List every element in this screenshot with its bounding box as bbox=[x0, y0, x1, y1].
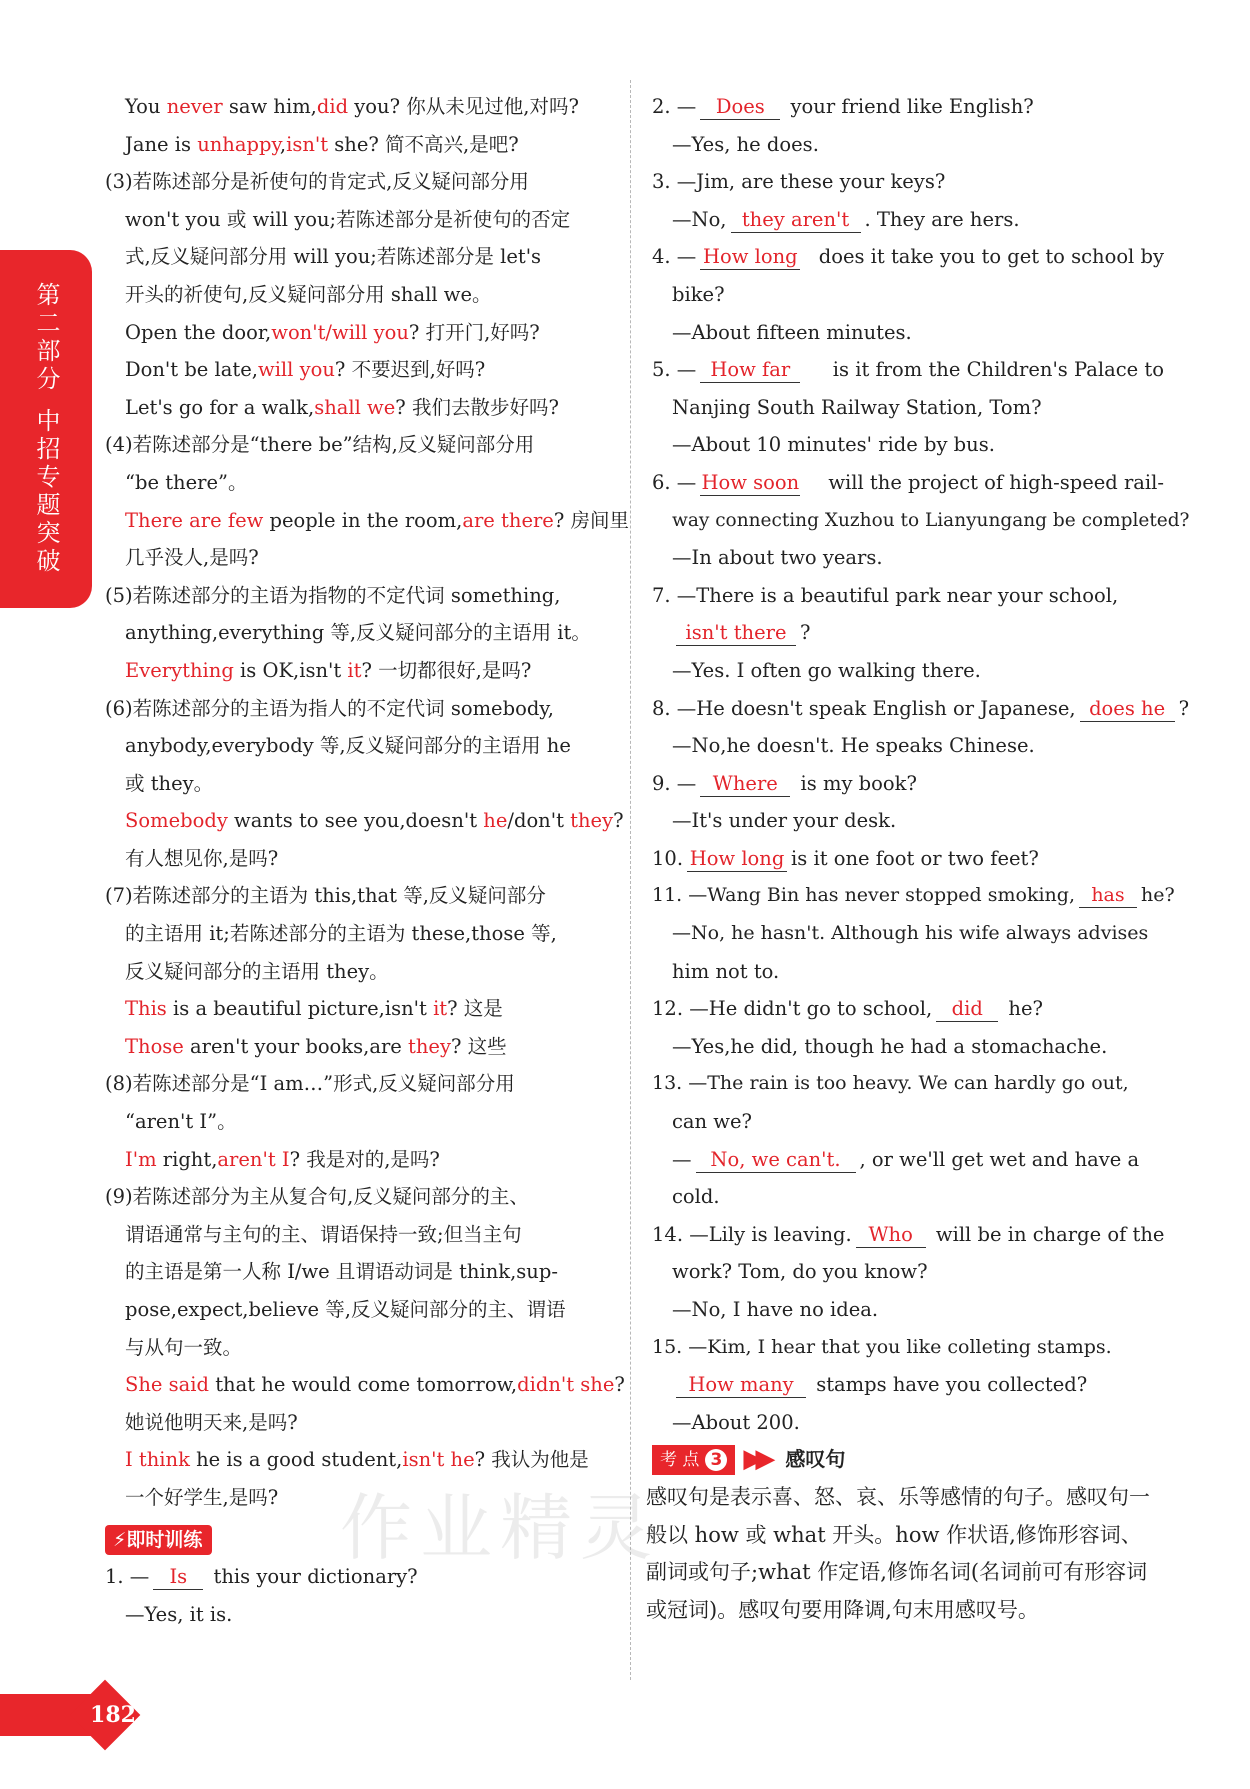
question-reply: — No, we can't. , or we'll get wet and have a bbox=[672, 1147, 1140, 1171]
page-number-badge bbox=[0, 1680, 160, 1750]
example-line: She said that he would come tomorrow,didn't she? bbox=[125, 1373, 625, 1397]
rule-line: “aren't I”。 bbox=[125, 1110, 237, 1134]
question-reply: —No, I have no idea. bbox=[672, 1298, 879, 1321]
question-14: 14. —Lily is leaving. Who will be in charge of the bbox=[652, 1222, 1165, 1246]
question-9: 9. — Where is my book? bbox=[652, 771, 917, 795]
example-line: Let's go for a walk,shall we? 我们去散步好吗? bbox=[125, 395, 559, 419]
question-8: 8. —He doesn't speak English or Japanese, does he ? bbox=[652, 696, 1190, 720]
answer-blank: did bbox=[936, 997, 998, 1022]
answer-blank: How many bbox=[676, 1373, 806, 1398]
rule-line: (3)若陈述部分是祈使句的肯定式,反义疑问部分用 bbox=[105, 170, 529, 194]
rule-line: 开头的祈使句,反义疑问部分用 shall we。 bbox=[125, 282, 492, 306]
rule-line: (6)若陈述部分的主语为指人的不定代词 somebody, bbox=[105, 696, 554, 720]
training-header bbox=[105, 1517, 625, 1559]
answer-blank: Where bbox=[700, 772, 790, 797]
rule-line: 的主语是第一人称 I/we 且谓语动词是 think,sup- bbox=[125, 1260, 558, 1284]
question-15: 15. —Kim, I hear that you like colleting stamps. bbox=[652, 1335, 1112, 1358]
example-line: I'm right,aren't I? 我是对的,是吗? bbox=[125, 1147, 440, 1171]
watermark: 作业精灵 bbox=[340, 1486, 661, 1570]
question-reply: —Yes,he did, though he had a stomachache. bbox=[672, 1034, 1108, 1058]
question-reply: —No,he doesn't. He speaks Chinese. bbox=[672, 734, 1035, 758]
answer-blank: How long bbox=[700, 245, 800, 270]
rule-line: 谓语通常与主句的主、谓语保持一致;但当主句 bbox=[125, 1222, 522, 1246]
example-line: Jane is unhappy,isn't she? 简不高兴,是吧? bbox=[125, 132, 519, 156]
question-reply: —It's under your desk. bbox=[672, 809, 897, 833]
question-2: 2. — Does your friend like English? bbox=[652, 95, 1034, 118]
example-line: There are few people in the room,are there? 房间里 bbox=[125, 508, 629, 532]
training-badge: ⚡即时训练 bbox=[105, 1525, 212, 1555]
question-cont: him not to. bbox=[672, 959, 780, 983]
question-1: 1. — Is this your dictionary? bbox=[105, 1565, 418, 1589]
page-number: 182 bbox=[90, 1702, 136, 1728]
question-reply: —Yes, he does. bbox=[672, 132, 819, 156]
example-line: 一个好学生,是吗? bbox=[125, 1485, 279, 1509]
answer-blank: How far bbox=[700, 358, 800, 383]
question-reply: —In about two years. bbox=[672, 546, 883, 570]
section-side-tab bbox=[0, 250, 92, 608]
question-cont: can we? bbox=[672, 1110, 752, 1134]
rule-line: anybody,everybody 等,反义疑问部分的主语用 he bbox=[125, 734, 571, 758]
column-divider bbox=[630, 80, 631, 1680]
rule-line: (8)若陈述部分是“I am…”形式,反义疑问部分用 bbox=[105, 1072, 515, 1096]
question-reply: —About fifteen minutes. bbox=[672, 320, 912, 344]
example-line: Open the door,won't/will you? 打开门,好吗? bbox=[125, 320, 540, 344]
question-reply: —No, he hasn't. Although his wife always advises bbox=[672, 922, 1149, 945]
rule-line: (4)若陈述部分是“there be”结构,反义疑问部分用 bbox=[105, 433, 535, 457]
kaodian-title: 感叹句 bbox=[785, 1447, 846, 1472]
double-arrow-icon: ▶▶ bbox=[743, 1444, 768, 1475]
rule-line: 的主语用 it;若陈述部分的主语为 these,those 等, bbox=[125, 922, 557, 946]
rule-line: 式,反义疑问部分用 will you;若陈述部分是 let's bbox=[125, 245, 542, 269]
question-cont: way connecting Xuzhou to Lianyungang be completed? bbox=[672, 509, 1190, 531]
example-line: I think he is a good student,isn't he? 我认为他是 bbox=[125, 1448, 589, 1472]
kaodian-header bbox=[652, 1441, 1164, 1479]
rule-line: 反义疑问部分的主语用 they。 bbox=[125, 959, 389, 983]
question-5: 5. — How far is it from the Children's Palace to bbox=[652, 358, 1164, 382]
answer-blank: has bbox=[1079, 883, 1137, 908]
rule-line: pose,expect,believe 等,反义疑问部分的主、谓语 bbox=[125, 1298, 566, 1321]
question-cont: How many stamps have you collected? bbox=[652, 1366, 1164, 1404]
exclamation-description: 感叹句是表示喜、怒、哀、乐等感情的句子。感叹句一般以 how 或 what 开头。how 作状语,修饰形容词、副词或句子;what 作定语,修饰名词(名词前可有形容词或冠词)。感叹句要用降调,句末用感叹号。 bbox=[646, 1484, 1150, 1622]
question-3: 3. —Jim, are these your keys? bbox=[652, 170, 946, 194]
question-cont: cold. bbox=[672, 1185, 720, 1209]
answer-blank: How long bbox=[687, 847, 787, 872]
answer-blank: isn't there bbox=[676, 621, 796, 646]
example-line: Those aren't your books,are they? 这些 bbox=[125, 1034, 507, 1058]
example-line: 有人想见你,是吗? bbox=[125, 846, 279, 870]
left-column bbox=[105, 88, 629, 1633]
rule-line: anything,everything 等,反义疑问部分的主语用 it。 bbox=[125, 621, 591, 645]
question-6: 6. — How soon will the project of high-speed rail- bbox=[652, 470, 1164, 494]
answer-blank: does he bbox=[1080, 697, 1175, 722]
example-line: Everything is OK,isn't it? 一切都很好,是吗? bbox=[125, 658, 532, 682]
example-line: Don't be late,will you? 不要迟到,好吗? bbox=[125, 358, 486, 382]
question-cont: work? Tom, do you know? bbox=[672, 1260, 928, 1284]
rule-line: (7)若陈述部分的主语为 this,that 等,反义疑问部分 bbox=[105, 884, 546, 908]
question-cont: Nanjing South Railway Station, Tom? bbox=[672, 395, 1042, 419]
rule-line: 或 they。 bbox=[125, 771, 214, 795]
question-reply: —Yes, it is. bbox=[125, 1602, 233, 1626]
question-reply: —Yes. I often go walking there. bbox=[672, 658, 981, 682]
question-10: 10. How long is it one foot or two feet? bbox=[652, 846, 1039, 870]
question-reply: —No, they aren't . They are hers. bbox=[672, 207, 1020, 231]
example-line: 她说他明天来,是吗? bbox=[125, 1410, 298, 1434]
answer-blank: they aren't bbox=[731, 208, 861, 233]
answer-blank: How soon bbox=[701, 470, 800, 494]
rule-line: (9)若陈述部分为主从复合句,反义疑问部分的主、 bbox=[105, 1185, 529, 1209]
rule-line: won't you 或 will you;若陈述部分是祈使句的否定 bbox=[125, 207, 571, 231]
rule-line: (5)若陈述部分的主语为指物的不定代词 something, bbox=[105, 583, 561, 607]
example-line: This is a beautiful picture,isn't it? 这是 bbox=[125, 997, 503, 1021]
kaodian-badge: 考 点 3 bbox=[652, 1445, 735, 1475]
question-cont: bike? bbox=[672, 282, 725, 306]
question-7: 7. —There is a beautiful park near your school, bbox=[652, 583, 1119, 607]
answer-blank: Who bbox=[856, 1223, 926, 1248]
answer-blank: Is bbox=[153, 1565, 203, 1590]
question-reply: —About 10 minutes' ride by bus. bbox=[672, 433, 995, 457]
side-tab-part: 第二部分 bbox=[32, 282, 60, 394]
rule-line: “be there”。 bbox=[125, 470, 248, 494]
question-11: 11. —Wang Bin has never stopped smoking, has he? bbox=[652, 884, 1175, 907]
answer-blank: Does bbox=[700, 95, 780, 120]
right-column bbox=[646, 88, 1190, 1629]
example-line: You never saw him,did you? 你从未见过他,对吗? bbox=[125, 95, 579, 118]
example-line: 几乎没人,是吗? bbox=[125, 546, 259, 570]
question-12: 12. —He didn't go to school, did he? bbox=[652, 997, 1043, 1021]
question-cont: isn't there ? bbox=[652, 614, 1164, 652]
side-tab-title: 中招专题突破 bbox=[32, 408, 60, 576]
answer-blank: No, we can't. bbox=[696, 1148, 856, 1173]
question-reply: —About 200. bbox=[672, 1410, 800, 1434]
question-13: 13. —The rain is too heavy. We can hardly go out, bbox=[652, 1072, 1129, 1095]
rule-line: 与从句一致。 bbox=[125, 1335, 243, 1359]
question-4: 4. — How long does it take you to get to school by bbox=[652, 245, 1164, 269]
example-line: Somebody wants to see you,doesn't he/don't they? bbox=[125, 809, 624, 833]
